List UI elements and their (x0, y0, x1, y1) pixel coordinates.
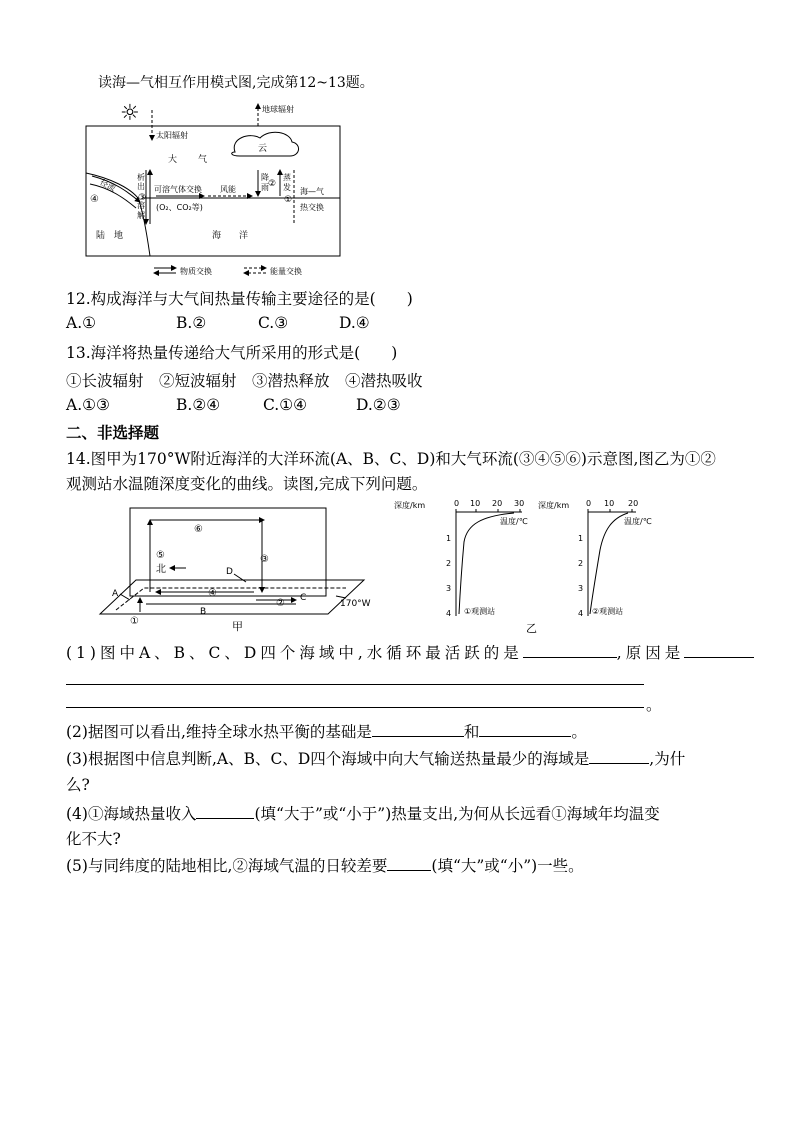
q14-part1-answer-line1[interactable] (66, 684, 644, 685)
q12-option-b[interactable]: B.② (176, 314, 207, 332)
q14-stem-line2: 观测站水温随深度变化的曲线。读图,完成下列问题。 (66, 475, 428, 493)
svg-text:热交换: 热交换 (300, 203, 324, 212)
svg-text:30: 30 (514, 499, 525, 508)
q12-stem: 12.构成海洋与大气间热量传输主要途径的是( ) (66, 290, 413, 308)
svg-text:径流: 径流 (98, 177, 117, 194)
q14-part4: (4)①海域热量收入 (填“大于”或“小于”)热量支出,为何从长远看①海域年均温变 (66, 805, 660, 823)
svg-text:温度/℃: 温度/℃ (624, 517, 652, 526)
q14-part3-cont: 么? (66, 776, 90, 794)
svg-text:①: ① (284, 195, 293, 205)
svg-text:析: 析 (137, 173, 145, 182)
svg-text:③: ③ (260, 554, 269, 565)
q13-choices: ①长波辐射 ②短波辐射 ③潜热释放 ④潜热吸收 (66, 372, 423, 390)
svg-text:3: 3 (446, 584, 452, 593)
sea-air-interaction-diagram (80, 98, 350, 282)
q14-part1-answer-line2[interactable] (66, 707, 644, 708)
svg-text:蒸: 蒸 (283, 173, 291, 182)
svg-text:②: ② (276, 598, 285, 609)
svg-text:③: ③ (138, 193, 147, 203)
svg-text:北: 北 (156, 564, 166, 575)
q14-part1-answer-blank[interactable] (523, 643, 617, 658)
svg-text:陆 地: 陆 地 (96, 231, 124, 241)
svg-text:⑥: ⑥ (194, 524, 203, 535)
svg-text:②观测站: ②观测站 (592, 607, 624, 616)
svg-text:1: 1 (578, 534, 584, 543)
svg-text:溶: 溶 (137, 201, 145, 210)
svg-text:170°W: 170°W (340, 599, 371, 609)
sun-icon: ☼ (120, 101, 140, 126)
q13-option-b[interactable]: B.②④ (176, 396, 221, 414)
q14-part2: (2)据图可以看出,维持全球水热平衡的基础是 和 。 (66, 723, 587, 741)
q14-part2-blank1[interactable] (372, 722, 464, 737)
q14-part1-reason-blank[interactable] (684, 643, 754, 658)
svg-text:温度/℃: 温度/℃ (500, 517, 528, 526)
svg-text:①: ① (130, 616, 139, 627)
q14-part5: (5)与同纬度的陆地相比,②海域气温的日较差要 (填“大”或“小”)一些。 (66, 857, 584, 875)
svg-text:地球辐射: 地球辐射 (262, 105, 294, 114)
cloud-label: 云 (258, 144, 268, 154)
svg-text:0: 0 (586, 499, 592, 508)
q14-part4-cont: 化不大? (66, 830, 121, 848)
section-title: 二、非选择题 (66, 423, 160, 442)
svg-text:1: 1 (446, 534, 452, 543)
q14-part3-blank[interactable] (589, 749, 649, 764)
svg-text:10: 10 (604, 499, 615, 508)
svg-text:物质交换: 物质交换 (180, 267, 212, 276)
q13-option-d[interactable]: D.②③ (356, 396, 401, 414)
q14-stem-line1: 14.图甲为170°W附近海洋的大洋环流(A、B、C、D)和大气环流(③④⑤⑥)示意图,图乙为①② (66, 450, 716, 468)
svg-text:太阳辐射: 太阳辐射 (156, 131, 188, 140)
svg-text:②: ② (268, 179, 277, 189)
figure-jia-ocean-circulation (96, 500, 386, 636)
svg-text:④: ④ (208, 588, 217, 599)
svg-text:大: 大 (168, 155, 178, 165)
svg-text:气: 气 (198, 155, 208, 165)
svg-text:C: C (300, 593, 307, 603)
svg-text:20: 20 (628, 499, 639, 508)
q14-part1: (1)图中A、B、C、D四个海域中,水循环最活跃的是 ,原因是 (66, 641, 754, 663)
svg-text:深度/km: 深度/km (538, 501, 570, 510)
svg-text:深度/km: 深度/km (394, 501, 426, 510)
svg-text:⑤: ⑤ (156, 550, 165, 561)
svg-text:发: 发 (283, 183, 291, 192)
svg-text:乙: 乙 (526, 622, 537, 635)
q14-part3: (3)根据图中信息判断,A、B、C、D四个海域中向大气输送热量最少的海域是 ,为什 (66, 750, 686, 768)
svg-text:10: 10 (470, 499, 481, 508)
q14-part2-blank2[interactable] (479, 722, 571, 737)
svg-text:雨: 雨 (261, 183, 269, 192)
q13-stem: 13.海洋将热量传递给大气所采用的形式是( ) (66, 344, 398, 362)
svg-text:B: B (200, 607, 207, 617)
figure-yi-water-temperature-chart (392, 494, 664, 636)
svg-text:4: 4 (446, 609, 452, 618)
svg-text:3: 3 (578, 584, 584, 593)
svg-text:A: A (112, 589, 119, 599)
svg-text:可溶气体交换: 可溶气体交换 (154, 185, 202, 194)
svg-text:降: 降 (261, 173, 269, 182)
svg-text:能量交换: 能量交换 (270, 267, 302, 276)
q14-part4-blank[interactable] (196, 804, 254, 819)
q12-option-d[interactable]: D.④ (339, 314, 370, 332)
q12-option-c[interactable]: C.③ (258, 314, 289, 332)
svg-text:2: 2 (446, 559, 452, 568)
q12-option-a[interactable]: A.① (66, 314, 97, 332)
svg-text:海 洋: 海 洋 (212, 231, 249, 241)
svg-text:20: 20 (492, 499, 503, 508)
svg-text:④: ④ (90, 194, 99, 205)
svg-text:0: 0 (454, 499, 460, 508)
svg-text:出: 出 (137, 182, 145, 191)
q14-part1-period: 。 (646, 696, 662, 714)
svg-text:4: 4 (578, 609, 584, 618)
svg-text:甲: 甲 (232, 620, 243, 633)
q13-option-a[interactable]: A.①③ (66, 396, 110, 414)
svg-text:风能: 风能 (220, 185, 236, 194)
svg-text:海—气: 海—气 (300, 187, 324, 196)
svg-text:2: 2 (578, 559, 584, 568)
q13-option-c[interactable]: C.①④ (263, 396, 308, 414)
svg-text:解: 解 (137, 211, 145, 220)
intro-text: 读海—气相互作用模式图,完成第12~13题。 (98, 75, 374, 91)
svg-text:D: D (226, 567, 233, 577)
q14-part5-blank[interactable] (387, 856, 431, 871)
svg-text:①观测站: ①观测站 (464, 607, 496, 616)
svg-text:(O₂、CO₂等): (O₂、CO₂等) (156, 203, 203, 212)
